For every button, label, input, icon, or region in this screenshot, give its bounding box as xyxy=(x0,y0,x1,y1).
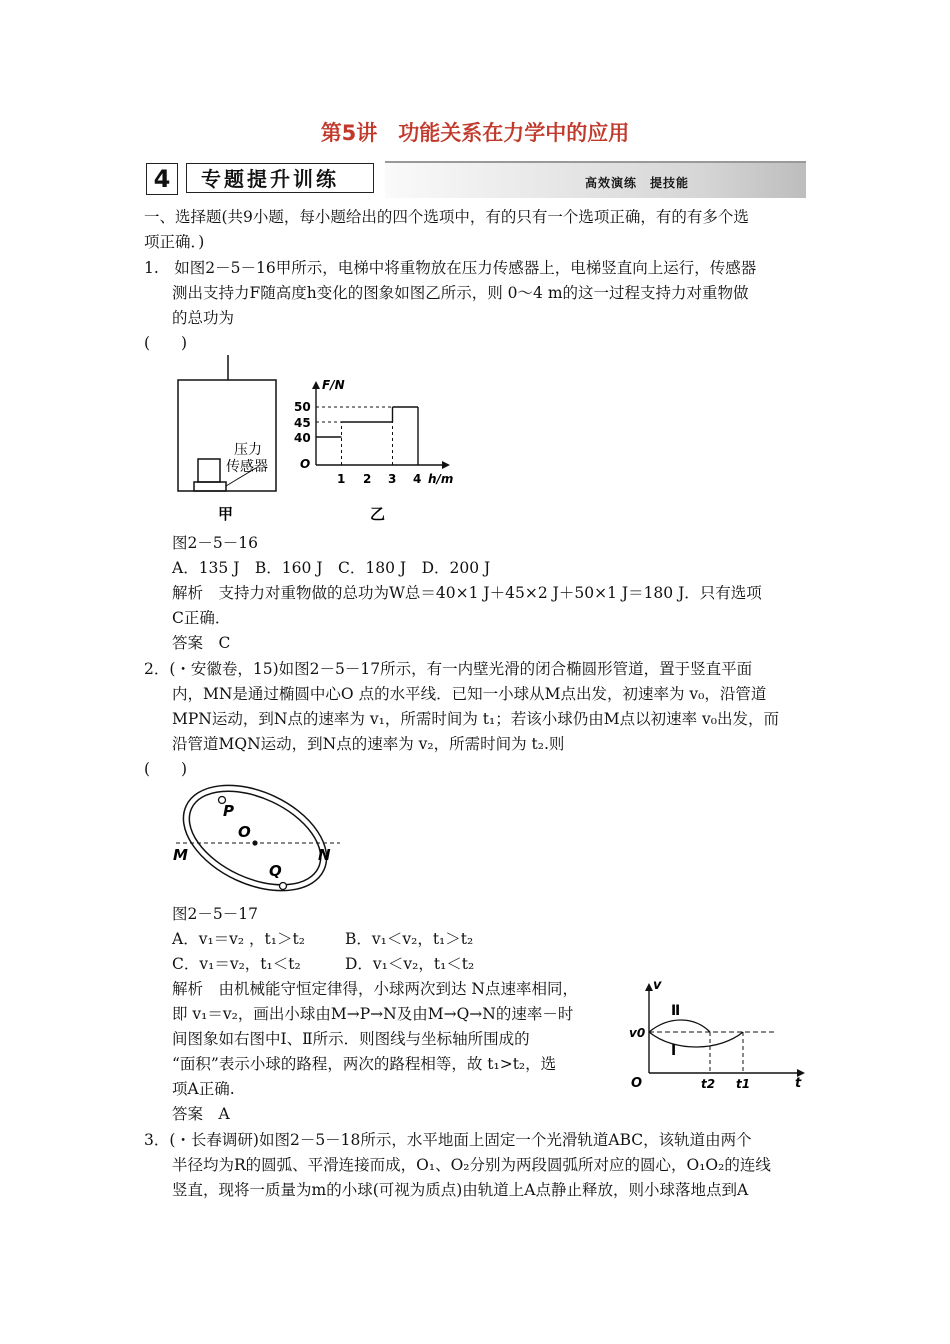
q2-line-2: 内，MN是通过椭圆中心O 点的水平线．已知一小球从M点出发，初速率为 v₀，沿管道 xyxy=(172,685,767,703)
y-axis-arrow xyxy=(312,381,320,389)
ball-q xyxy=(280,883,287,890)
label-N: N xyxy=(318,846,331,864)
q2-line-1: 2．(・安徽卷，15)如图2－5－17所示，有一内壁光滑的闭合椭圆形管道，置于竖直平面 xyxy=(144,660,753,678)
q1-answer: 答案 C xyxy=(172,634,231,652)
q2-analysis-line-4: “面积”表示小球的路程，两次的路程相等，故 t₁>t₂，选 xyxy=(172,1055,557,1073)
force-height-graph xyxy=(294,378,453,486)
q2-analysis-line-1: 解析 由机械能守恒定律得，小球两次到达 N点速率相同， xyxy=(172,980,578,998)
q1-analysis-line-1: 解析 支持力对重物做的总功为W总＝40×1 J＋45×2 J＋50×1 J＝180 J．只有选项 xyxy=(172,584,762,602)
t-axis-label: t xyxy=(795,1076,802,1091)
t1-label: t1 xyxy=(736,1077,751,1091)
q1-paren: ( ) xyxy=(144,334,188,352)
figure-2-5-17 xyxy=(170,780,345,900)
label-O: O xyxy=(238,823,251,841)
x-tick-1: 1 xyxy=(337,472,346,486)
section-intro-line-1: 一、选择题(共9小题，每小题给出的四个选项中，有的只有一个选项正确，有的有多个选 xyxy=(144,208,749,226)
section-intro-line-2: 项正确．) xyxy=(144,233,205,251)
banner-number: 4 xyxy=(146,163,178,195)
page-title: 第5讲 功能关系在力学中的应用 xyxy=(320,121,630,145)
x-tick-3: 3 xyxy=(388,472,397,486)
q1-figure-caption: 图2－5－16 xyxy=(172,534,258,552)
curve-II-label: Ⅱ xyxy=(671,1003,681,1019)
q2-option-d: D．v₁＜v₂，t₁＜t₂ xyxy=(345,955,475,973)
v0-label: v0 xyxy=(629,1026,646,1040)
q1-line-1: 1. 如图2－5－16甲所示，电梯中将重物放在压力传感器上，电梯竖直向上运行，传感器 xyxy=(144,259,757,277)
q2-paren: ( ) xyxy=(144,760,188,778)
y-axis-label: F/N xyxy=(322,378,345,392)
y-tick-45: 45 xyxy=(294,416,311,430)
origin-label: O xyxy=(300,457,311,471)
q2-analysis-line-5: 项A正确. xyxy=(172,1080,235,1098)
q2-answer: 答案 A xyxy=(172,1105,230,1123)
sensor-label-2: 传感器 xyxy=(226,459,268,475)
q2-analysis-line-2: 即 v₁＝v₂，画出小球由M→P→N及由M→Q→N的速率－时 xyxy=(172,1005,574,1023)
origin-label: O xyxy=(631,1076,643,1091)
x-axis-arrow xyxy=(442,461,450,469)
q2-figure-caption: 图2－5－17 xyxy=(172,905,258,923)
weight-block xyxy=(198,459,220,482)
q2-option-c: C．v₁＝v₂，t₁＜t₂ xyxy=(172,955,301,973)
sensor-label-1: 压力 xyxy=(234,442,262,458)
t2-label: t2 xyxy=(701,1077,716,1091)
pressure-sensor xyxy=(194,482,226,491)
q2-analysis-line-3: 间图象如右图中Ⅰ、Ⅱ所示．则图线与坐标轴所围成的 xyxy=(172,1030,530,1048)
q2-line-4: 沿管道MQN运动，到N点的速率为 v₂，所需时间为 t₂.则 xyxy=(172,735,565,753)
label-Q: Q xyxy=(269,862,282,880)
q2-option-b: B．v₁＜v₂，t₁＞t₂ xyxy=(345,930,474,948)
curve-I xyxy=(649,1032,743,1047)
banner-label: 专题提升训练 xyxy=(186,163,374,193)
q1-line-3: 的总功为 xyxy=(172,309,235,327)
q2-option-a: A．v₁＝v₂ ，t₁＞t₂ xyxy=(172,930,305,948)
curve-I-label: Ⅰ xyxy=(671,1043,677,1059)
elevator-diagram xyxy=(178,355,276,523)
x-tick-4: 4 xyxy=(413,472,422,486)
q1-analysis-line-2: C正确． xyxy=(172,609,231,627)
label-P: P xyxy=(223,802,234,820)
curve-II xyxy=(649,1020,710,1032)
q1-line-2: 测出支持力F随高度h变化的图象如图乙所示，则 0～4 m的这一过程支持力对重物做 xyxy=(172,284,749,302)
center-point xyxy=(252,840,257,845)
figure-2-5-16 xyxy=(170,355,470,530)
v-axis-label: v xyxy=(653,978,662,993)
q3-line-2: 半径均为R的圆弧、平滑连接而成，O₁、O₂分别为两段圆弧所对应的圆心，O₁O₂的连线 xyxy=(172,1156,771,1174)
banner-tagline: 高效演练 提技能 xyxy=(585,176,690,190)
y-tick-40: 40 xyxy=(294,431,311,445)
label-yi: 乙 xyxy=(370,505,386,523)
label-M: M xyxy=(173,846,188,864)
y-tick-50: 50 xyxy=(294,400,311,414)
label-jia: 甲 xyxy=(218,505,234,523)
elliptical-pipe xyxy=(170,780,343,900)
q2-line-3: MPN运动，到N点的速率为 v₁，所需时间为 t₁；若该小球仍由M点以初速率 v₀出发，而 xyxy=(172,710,779,728)
q1-options: A．135 J B．160 J C．180 J D．200 J xyxy=(172,559,491,577)
x-tick-2: 2 xyxy=(363,472,372,486)
q3-line-1: 3．(・长春调研)如图2－5－18所示，水平地面上固定一个光滑轨道ABC，该轨道由两个 xyxy=(144,1131,752,1149)
x-axis-label: h/m xyxy=(428,472,454,486)
q3-line-3: 竖直，现将一质量为m的小球(可视为质点)由轨道上A点静止释放，则小球落地点到A xyxy=(172,1181,749,1199)
velocity-time-graph xyxy=(625,975,815,1093)
